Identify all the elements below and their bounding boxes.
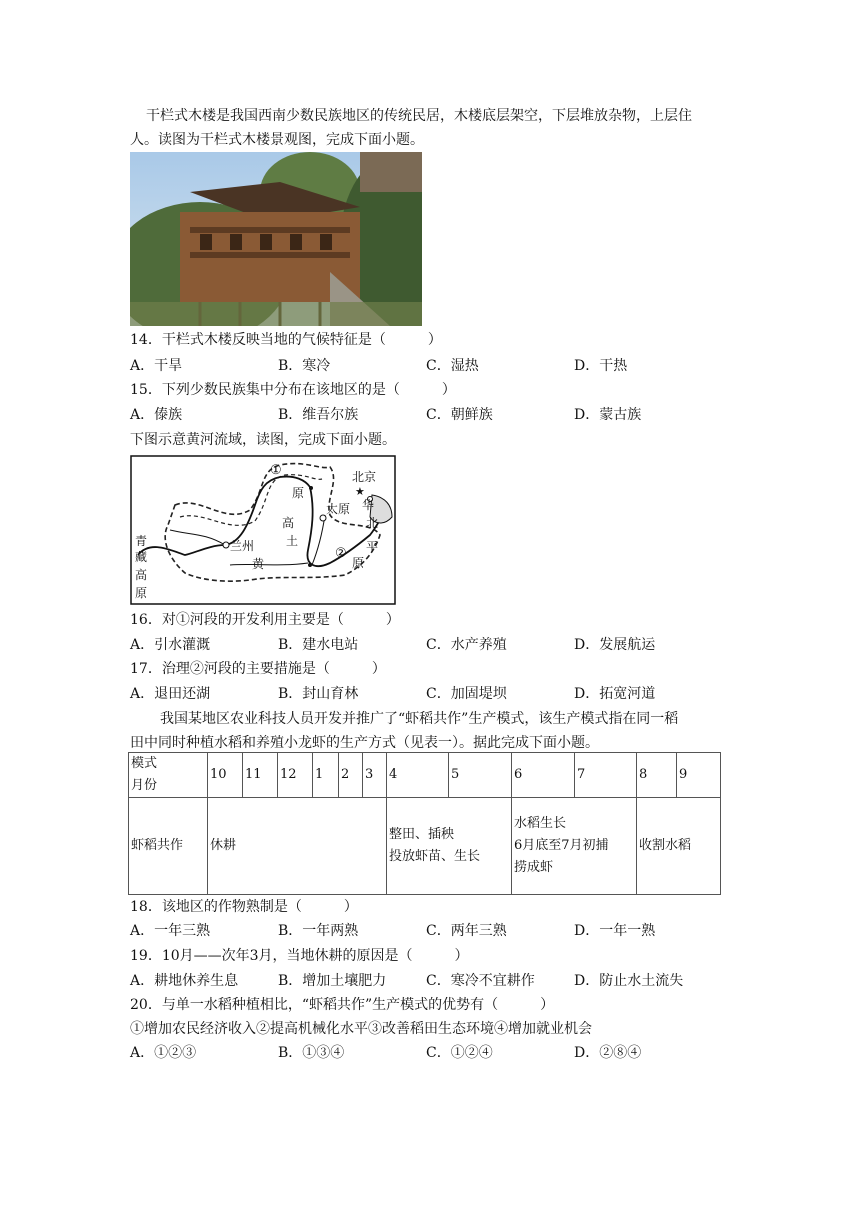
fallow-cell: 休耕 (208, 798, 387, 895)
intro-paragraph-3-line-2: 田中同时种植水稻和养殖小龙虾的生产方式（见表一）。据此完成下面小题。 (130, 735, 599, 751)
option-b: B．封山育林 (278, 686, 359, 702)
month-cell: 9 (677, 753, 721, 798)
map-label-circle-2: ② (335, 546, 347, 561)
map-label-loess-2: 高 (282, 516, 295, 530)
option-c: C．水产养殖 (426, 637, 507, 653)
intro-paragraph-3-line-1: 我国某地区农业科技人员开发并推广了“虾稻共作”生产模式，该生产模式指在同一稻 (160, 711, 679, 727)
option-a: A．一年三熟 (130, 923, 211, 939)
option-b: B．增加土壤肥力 (278, 973, 387, 989)
map-label-plain-2: 北 (366, 516, 379, 530)
month-cell: 8 (637, 753, 677, 798)
question-16-options (130, 635, 730, 655)
map-label-huang: 黄 (252, 557, 265, 571)
option-a: A．干旱 (130, 358, 183, 374)
intro-paragraph-1-line-2: 人。读图为干栏式木楼景观图，完成下面小题。 (130, 132, 424, 148)
intro-paragraph-1-line-1: 干栏式木楼是我国西南少数民族地区的传统民居，木楼底层架空，下层堆放杂物，上层住 (146, 108, 692, 124)
option-b: B．寒冷 (278, 358, 331, 374)
question-15-options (130, 405, 730, 425)
question-20-options (130, 1043, 730, 1063)
svg-text:★: ★ (355, 485, 365, 498)
option-d: D．发展航运 (574, 637, 656, 653)
option-d: D．一年一熟 (574, 923, 656, 939)
question-15-stem: 15．下列少数民族集中分布在该地区的是（ ） (130, 382, 456, 398)
question-19-stem: 19．10月——次年3月，当地休耕的原因是（ ） (130, 948, 469, 964)
question-20-items: ①增加农民经济收入②提高机械化水平③改善稻田生态环境④增加就业机会 (130, 1021, 592, 1037)
map-label-beijing: 北京 (352, 470, 377, 484)
option-b: B．维吾尔族 (278, 407, 359, 423)
map-label-qingzang-4: 原 (135, 586, 148, 600)
month-cell: 6 (512, 753, 575, 798)
row-label: 虾稻共作 (129, 798, 208, 895)
month-cell: 2 (339, 753, 363, 798)
month-cell: 7 (575, 753, 637, 798)
spring-cell: 整田、插秧 投放虾苗、生长 (387, 798, 512, 895)
month-cell: 1 (313, 753, 339, 798)
month-cell: 10 (208, 753, 243, 798)
map-label-qingzang-3: 高 (135, 568, 148, 582)
question-17-stem: 17．治理②河段的主要措施是（ ） (130, 661, 386, 677)
option-a: A．退田还湖 (130, 686, 211, 702)
shrimp-rice-table (128, 752, 721, 895)
map-label-qingzang-2: 藏 (135, 550, 148, 564)
map-label-circle-1: ① (270, 463, 282, 478)
intro-paragraph-2: 下图示意黄河流域，读图，完成下面小题。 (130, 432, 396, 448)
table-header-corner: 模式 月份 (129, 753, 208, 798)
map-label-loess-3: 土 (286, 534, 299, 548)
question-18-options (130, 921, 730, 941)
question-14-stem: 14．干栏式木楼反映当地的气候特征是（ ） (130, 332, 442, 348)
autumn-cell: 收割水稻 (637, 798, 721, 895)
summer-cell: 水稻生长 6月底至7月初捕 捞成虾 (512, 798, 637, 895)
option-c: C．朝鲜族 (426, 407, 493, 423)
option-d: D．防止水土流失 (574, 973, 684, 989)
month-cell: 12 (278, 753, 313, 798)
option-d: D．干热 (574, 358, 628, 374)
question-16-stem: 16．对①河段的开发利用主要是（ ） (130, 612, 400, 628)
map-label-plain-1: 华 (362, 498, 375, 512)
question-19-options (130, 971, 730, 991)
month-cell: 11 (243, 753, 278, 798)
question-20-stem: 20．与单一水稻种植相比，“虾稻共作”生产模式的优势有（ ） (130, 997, 555, 1013)
option-b: B．一年两熟 (278, 923, 359, 939)
option-d: D．②⑧④ (574, 1045, 642, 1061)
option-a: A．引水灌溉 (130, 637, 211, 653)
option-a: A．傣族 (130, 407, 183, 423)
option-a: A．①②③ (130, 1045, 197, 1061)
option-a: A．耕地休养生息 (130, 973, 239, 989)
question-18-stem: 18．该地区的作物熟制是（ ） (130, 899, 358, 915)
map-label-plain-3: 平 (366, 540, 379, 554)
map-label-loess-1: 原 (292, 486, 305, 500)
question-17-options (130, 684, 730, 704)
option-d: D．拓宽河道 (574, 686, 656, 702)
option-c: C．湿热 (426, 358, 479, 374)
option-c: C．加固堤坝 (426, 686, 507, 702)
question-14-options (130, 356, 730, 376)
map-label-lanzhou: 兰州 (230, 539, 255, 553)
yellow-river-basin-map (130, 455, 396, 605)
option-b: B．①③④ (278, 1045, 345, 1061)
month-cell: 5 (449, 753, 512, 798)
month-cell: 3 (363, 753, 387, 798)
option-b: B．建水电站 (278, 637, 359, 653)
option-c: C．①②④ (426, 1045, 493, 1061)
month-cell: 4 (387, 753, 449, 798)
map-label-plain-4: 原 (352, 556, 365, 570)
option-c: C．两年三熟 (426, 923, 507, 939)
option-d: D．蒙古族 (574, 407, 642, 423)
option-c: C．寒冷不宜耕作 (426, 973, 535, 989)
map-label-qingzang-1: 青 (135, 534, 148, 548)
map-label-taiyuan: 太原 (326, 502, 351, 516)
stilt-house-photo (130, 152, 422, 326)
